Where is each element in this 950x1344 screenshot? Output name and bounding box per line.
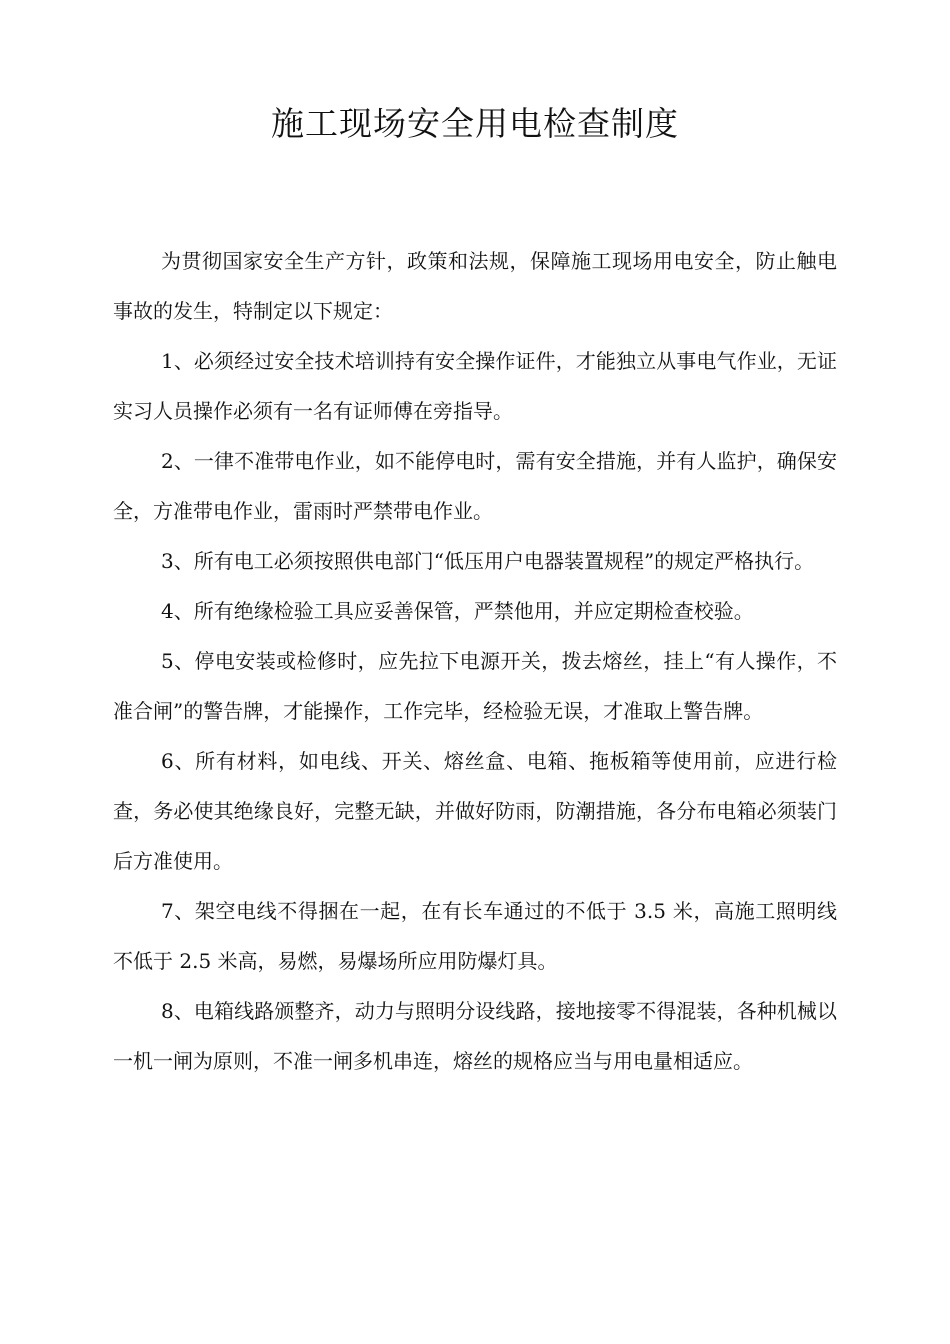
paragraph-rule-2: 2、一律不准带电作业，如不能停电时，需有安全措施，并有人监护，确保安全，方准带电作业，雷雨时严禁带电作业。 [113,449,837,523]
document-body [113,236,837,1086]
paragraph-intro: 为贯彻国家安全生产方针，政策和法规，保障施工现场用电安全，防止触电事故的发生，特制定以下规定： [113,249,837,323]
paragraph-rule-7: 7、架空电线不得捆在一起，在有长车通过的不低于 3.5 米，高施工照明线不低于 2.5 米高，易燃，易爆场所应用防爆灯具。 [113,899,837,973]
paragraph-rule-5: 5、停电安装或检修时，应先拉下电源开关，拨去熔丝，挂上“有人操作，不准合闸”的警告牌，才能操作，工作完毕，经检验无误，才准取上警告牌。 [113,649,837,723]
paragraph-rule-1: 1、必须经过安全技术培训持有安全操作证件，才能独立从事电气作业，无证实习人员操作必须有一名有证师傅在旁指导。 [113,349,837,423]
paragraph-rule-8: 8、电箱线路颁整齐，动力与照明分设线路，接地接零不得混装，各种机械以一机一闸为原则，不准一闸多机串连，熔丝的规格应当与用电量相适应。 [113,999,837,1073]
document-title: 施工现场安全用电检查制度 [271,104,679,143]
paragraph-rule-3: 3、所有电工必须按照供电部门“低压用户电器装置规程”的规定严格执行。 [161,549,815,573]
paragraph-rule-4: 4、所有绝缘检验工具应妥善保管，严禁他用，并应定期检查校验。 [161,599,754,623]
paragraph-rule-6: 6、所有材料，如电线、开关、熔丝盒、电箱、拖板箱等使用前，应进行检查，务必使其绝缘良好，完整无缺，并做好防雨，防潮措施，各分布电箱必须装门后方准使用。 [113,749,837,873]
